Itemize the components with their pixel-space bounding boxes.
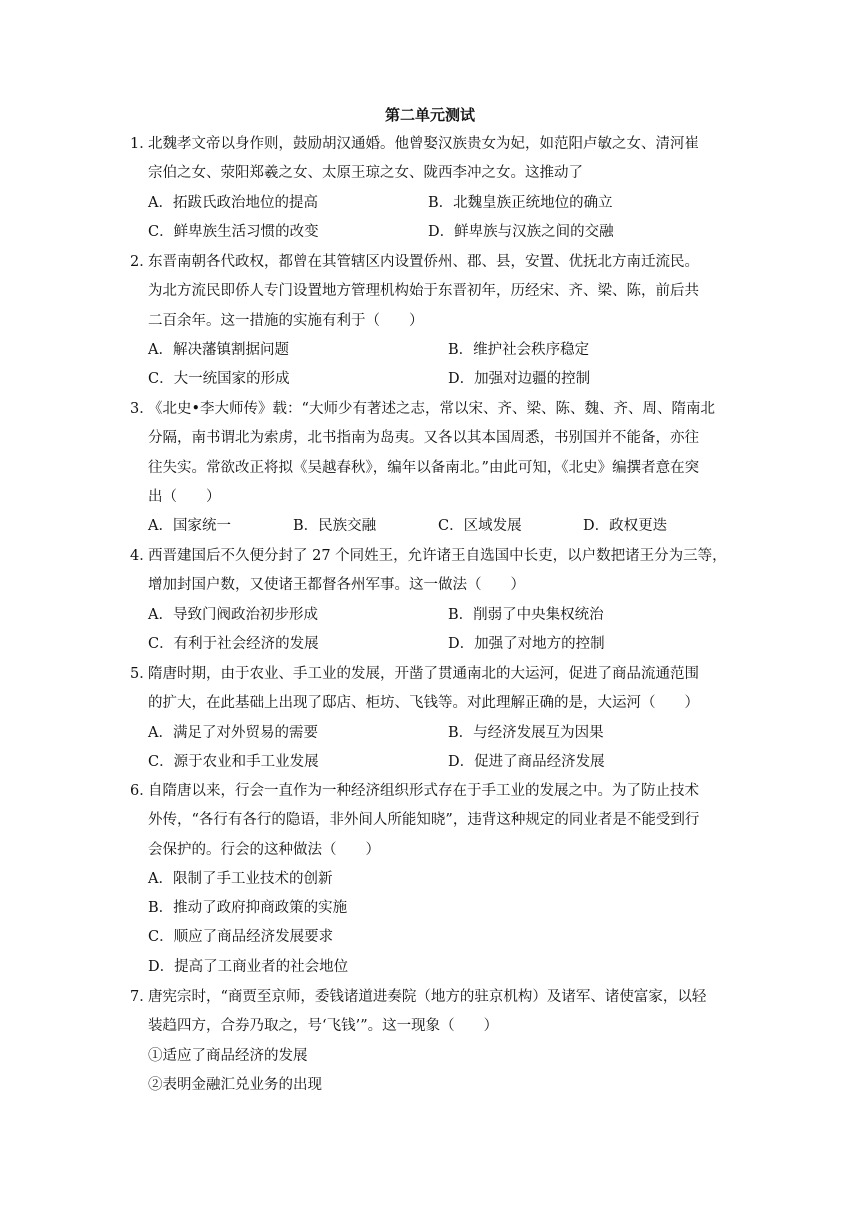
stem-line: 出（ ） [148, 488, 221, 505]
question-5 [130, 660, 730, 777]
stem-line: 增加封国户数，又使诸王都督各州军事。这一做法（ ） [148, 577, 525, 594]
stem-line: 隋唐时期，由于农业、手工业的发展，开凿了贯通南北的大运河，促进了商品流通范围 [148, 666, 699, 682]
question-number: 5． [130, 666, 154, 682]
option-c: C．有利于社会经济的发展 [148, 635, 319, 652]
question-number: 7． [130, 989, 154, 1005]
option-row [130, 748, 730, 777]
stem-line: 为北方流民即侨人专门设置地方管理机构始于东晋初年，历经宋、齐、梁、陈，前后共 [148, 283, 699, 300]
question-stem [130, 660, 730, 719]
stem-line: 《北史•李大师传》载：“大师少有著述之志，常以宋、齐、梁、陈、魏、齐、周、隋南北 [148, 401, 715, 417]
option-b: B．与经济发展互为因果 [448, 724, 604, 741]
question-stem [130, 130, 730, 189]
stem-line: 唐宪宗时，“商贾至京师，委钱诸道进奏院（地方的驻京机构）及诸军、诸使富家，以轻 [148, 989, 707, 1005]
option-d: D．促进了商品经济发展 [448, 753, 605, 770]
option-row [130, 630, 730, 659]
statement-2: ②表明金融汇兑业务的出现 [148, 1076, 322, 1093]
option-b: B．北魏皇族正统地位的确立 [428, 194, 613, 211]
option-b: B．维护社会秩序稳定 [448, 341, 590, 358]
stem-line: 装趋四方，合券乃取之，号‘飞钱’”。这一现象（ ） [148, 1018, 499, 1035]
question-1 [130, 130, 730, 247]
question-7 [130, 983, 730, 1100]
question-stem [130, 777, 730, 865]
stem-line: 外传，“各行有各行的隐语，非外间人所能知晓”，违背这种规定的同业者是不能受到行 [148, 812, 700, 829]
stem-line: 宗伯之女、荥阳郑羲之女、太原王琼之女、陇西李冲之女。这推动了 [148, 165, 583, 182]
stem-line: 会保护的。行会的这种做法（ ） [148, 841, 380, 858]
option-b: B．推动了政府抑商政策的实施 [148, 900, 348, 917]
option-a: A．解决藩镇割据问题 [148, 341, 289, 358]
option-d: D．鲜卑族与汉族之间的交融 [428, 223, 614, 240]
option-row [130, 601, 730, 630]
option-c: C．源于农业和手工业发展 [148, 753, 319, 770]
option-d: D．提高了工商业者的社会地位 [148, 958, 349, 975]
option-row [130, 218, 730, 247]
question-number: 1． [130, 136, 154, 152]
option-row [130, 365, 730, 394]
stem-line: 自隋唐以来，行会一直作为一种经济组织形式存在于手工业的发展之中。为了防止技术 [148, 783, 699, 799]
question-number: 2． [130, 254, 154, 270]
option-a: A．限制了手工业技术的创新 [148, 870, 333, 887]
stem-line: 西晋建国后不久便分封了 27 个同姓王，允许诸王自选国中长吏，以户数把诸王分为三等， [148, 548, 727, 564]
option-a: A．国家统一 [148, 518, 231, 535]
question-2 [130, 248, 730, 394]
question-stem [130, 542, 730, 601]
option-a: A．拓跋氏政治地位的提高 [148, 194, 318, 211]
option-b: B．民族交融 [293, 518, 377, 535]
statement-1: ①适应了商品经济的发展 [148, 1047, 308, 1064]
question-number: 4． [130, 548, 154, 564]
option-d: D．加强了对地方的控制 [448, 635, 605, 652]
stem-line: 分隔，南书谓北为索虏，北书指南为岛夷。又各以其本国周悉，书别国并不能备，亦往 [148, 430, 699, 447]
option-c: C．区域发展 [438, 518, 522, 535]
option-row [130, 512, 730, 541]
stem-line: 往失实。常欲改正将拟《吴越春秋》，编年以备南北。”由此可知，《北史》编撰者意在突 [148, 459, 700, 476]
option-c: C．鲜卑族生活习惯的改变 [148, 223, 319, 240]
question-stem [130, 395, 730, 512]
option-row [130, 336, 730, 365]
option-row [130, 189, 730, 218]
question-3 [130, 395, 730, 541]
option-c: C．顺应了商品经济发展要求 [148, 929, 334, 946]
option-d: D．政权更迭 [583, 518, 668, 535]
option-d: D．加强对边疆的控制 [448, 371, 591, 388]
stem-line: 北魏孝文帝以身作则，鼓励胡汉通婚。他曾娶汉族贵女为妃，如范阳卢敏之女、清河崔 [148, 136, 699, 152]
question-number: 6． [130, 783, 154, 799]
question-number: 3． [130, 401, 154, 417]
stem-line: 二百余年。这一措施的实施有利于（ ） [148, 312, 424, 329]
stem-line: 东晋南朝各代政权，都曾在其管辖区内设置侨州、郡、县，安置、优抚北方南迁流民。 [148, 254, 699, 270]
question-6 [130, 777, 730, 982]
question-stem [130, 983, 730, 1042]
question-stem [130, 248, 730, 336]
stem-line: 的扩大，在此基础上出现了邸店、柜坊、飞钱等。对此理解正确的是，大运河（ ） [148, 695, 699, 712]
option-a: A．满足了对外贸易的需要 [148, 724, 318, 741]
option-b: B．削弱了中央集权统治 [448, 606, 604, 623]
page-title: 第二单元测试 [384, 106, 475, 124]
option-c: C．大一统国家的形成 [148, 371, 290, 388]
question-4 [130, 542, 730, 659]
option-a: A．导致门阀政治初步形成 [148, 606, 318, 623]
option-row [130, 719, 730, 748]
